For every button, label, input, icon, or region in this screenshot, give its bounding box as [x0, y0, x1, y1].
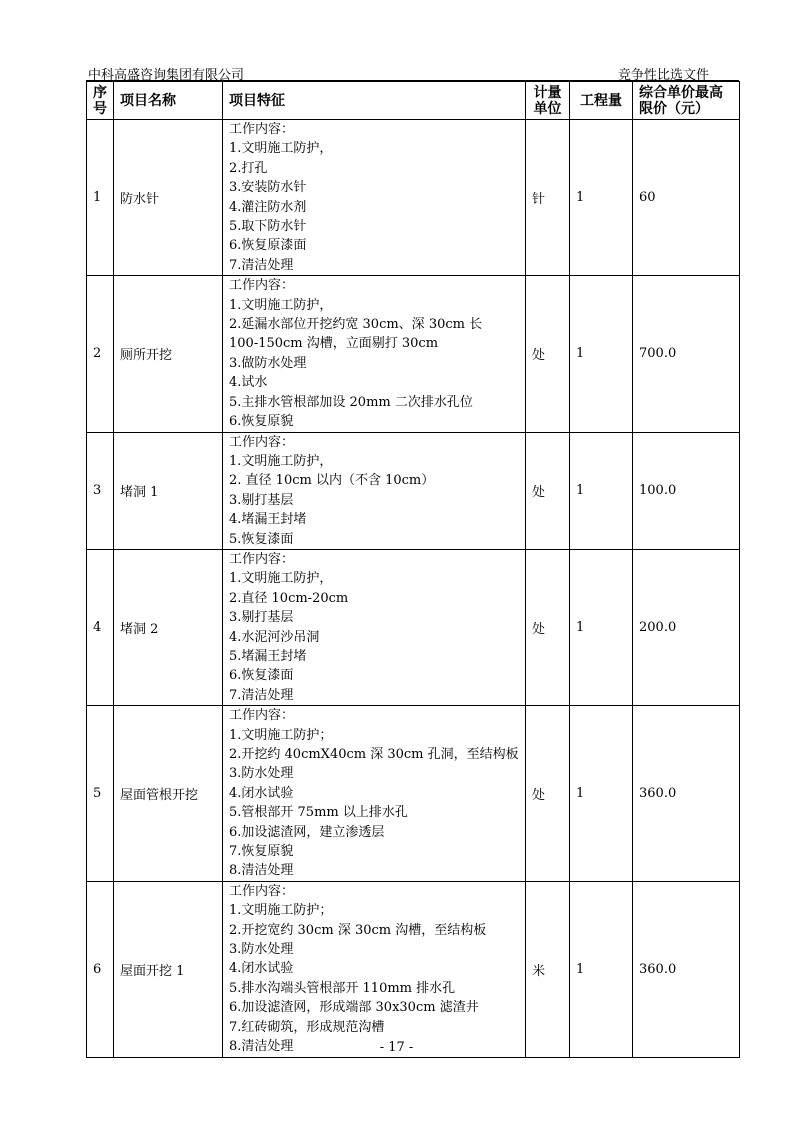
row-unit: 处: [526, 432, 570, 549]
feature-line: 2. 直径 10cm 以内（不含 10cm）: [229, 473, 435, 489]
row-features: [223, 881, 526, 1057]
feature-line: 5.排水沟端头管根部开 110mm 排水孔: [229, 980, 456, 996]
feature-line: 8.清洁处理: [229, 1039, 294, 1055]
page-number: - 17 -: [379, 1040, 414, 1055]
feature-line: 3.防水处理: [229, 766, 294, 782]
table-row: [87, 881, 740, 1057]
feature-line: 5.堵漏王封堵: [229, 648, 307, 664]
feature-line: 4.试水: [229, 375, 268, 391]
table-row: [87, 432, 740, 549]
row-name: 防水针: [114, 120, 223, 276]
row-unit: 米: [526, 881, 570, 1057]
table-header-row: [87, 82, 740, 120]
feature-line: 2.开挖约 40cmX40cm 深 30cm 孔洞，至结构板: [229, 747, 519, 762]
row-features: [223, 432, 526, 549]
row-qty: 1: [570, 432, 633, 549]
row-qty: 1: [570, 549, 633, 705]
feature-line: 工作内容：: [229, 708, 295, 724]
feature-line: 5.主排水管根部加设 20mm 二次排水孔位: [229, 394, 473, 410]
feature-line: 4.水泥河沙吊洞: [229, 629, 320, 645]
row-qty: 1: [570, 276, 633, 432]
header-qty: 工程量: [570, 82, 633, 120]
row-name: 堵洞 1: [114, 432, 223, 549]
row-unit: 处: [526, 276, 570, 432]
feature-line: 2.打孔: [229, 160, 268, 176]
price-table: [86, 81, 740, 1058]
row-features: [223, 706, 526, 882]
row-price: 360.0: [633, 881, 740, 1057]
row-name: 堵洞 2: [114, 549, 223, 705]
feature-line: 100-150cm 沟槽，立面剔打 30cm: [229, 336, 439, 352]
feature-line: 1.文明施工防护，: [229, 571, 333, 587]
feature-line: 4.灌注防水剂: [229, 199, 307, 215]
feature-line: 1.文明施工防护，: [229, 297, 333, 313]
row-price: 60: [633, 120, 740, 276]
row-unit: 处: [526, 706, 570, 882]
row-seq: 4: [87, 549, 114, 705]
row-name: 屋面开挖 1: [114, 881, 223, 1057]
feature-line: 工作内容：: [229, 122, 295, 137]
row-qty: 1: [570, 120, 633, 276]
feature-line: 6.恢复原漆面: [229, 238, 307, 254]
feature-line: 6.恢复原貌: [229, 414, 294, 430]
feature-line: 1.文明施工防护；: [229, 727, 333, 743]
feature-line: 3.安装防水针: [229, 180, 307, 196]
feature-line: 3.剔打基层: [229, 610, 294, 626]
feature-line: 8.清洁处理: [229, 863, 294, 879]
table-row: [87, 276, 740, 432]
row-seq: 3: [87, 432, 114, 549]
row-features: [223, 120, 526, 276]
feature-line: 5.取下防水针: [229, 219, 307, 235]
row-seq: 5: [87, 706, 114, 882]
row-features: [223, 276, 526, 432]
feature-line: 2.延漏水部位开挖约宽 30cm、深 30cm 长: [229, 317, 483, 333]
table-row: [87, 120, 740, 276]
row-price: 360.0: [633, 706, 740, 882]
header-name: 项目名称: [114, 82, 223, 120]
feature-line: 7.红砖砌筑，形成规范沟槽: [229, 1019, 385, 1035]
feature-line: 3.剔打基层: [229, 492, 294, 508]
table-row: [87, 549, 740, 705]
row-seq: 2: [87, 276, 114, 432]
feature-line: 6.恢复漆面: [229, 668, 294, 684]
row-price: 700.0: [633, 276, 740, 432]
feature-line: 3.做防水处理: [229, 355, 307, 371]
row-seq: 6: [87, 881, 114, 1057]
feature-line: 4.堵漏王封堵: [229, 512, 307, 528]
header-features: 项目特征: [223, 82, 526, 120]
row-unit: 处: [526, 549, 570, 705]
feature-line: 工作内容：: [229, 434, 295, 450]
header-unit: 计量 单位: [526, 82, 570, 120]
document-title: 竞争性比选文件: [617, 68, 709, 83]
feature-line: 7.恢复原貌: [229, 844, 294, 860]
row-qty: 1: [570, 706, 633, 882]
feature-line: 6.加设滤渣网，建立渗透层: [229, 824, 385, 840]
feature-line: 5.管根部开 75mm 以上排水孔: [229, 805, 408, 821]
table-row: [87, 706, 740, 882]
feature-line: 2.直径 10cm-20cm: [229, 590, 349, 606]
header-price: 综合单价最高 限价（元）: [633, 82, 740, 120]
row-price: 200.0: [633, 549, 740, 705]
row-features: [223, 549, 526, 705]
feature-line: 工作内容：: [229, 883, 295, 899]
feature-line: 1.文明施工防护，: [229, 453, 333, 469]
header-seq: 序 号: [87, 82, 114, 120]
feature-line: 4.闭水试验: [229, 785, 294, 801]
feature-line: 7.清洁处理: [229, 257, 294, 273]
row-unit: 针: [526, 120, 570, 276]
feature-line: 5.恢复漆面: [229, 531, 294, 547]
company-name: 中科高盛咨询集团有限公司: [88, 68, 245, 83]
row-name: 厕所开挖: [114, 276, 223, 432]
feature-line: 1.文明施工防护，: [229, 141, 333, 157]
row-price: 100.0: [633, 432, 740, 549]
row-qty: 1: [570, 881, 633, 1057]
feature-line: 工作内容：: [229, 278, 295, 294]
row-seq: 1: [87, 120, 114, 276]
feature-line: 工作内容：: [229, 551, 295, 567]
feature-line: 7.清洁处理: [229, 687, 294, 703]
feature-line: 1.文明施工防护；: [229, 903, 333, 919]
row-name: 屋面管根开挖: [114, 706, 223, 882]
feature-line: 3.防水处理: [229, 942, 294, 958]
feature-line: 2.开挖宽约 30cm 深 30cm 沟槽，至结构板: [229, 922, 487, 938]
feature-line: 6.加设滤渣网，形成端部 30x30cm 滤渣井: [229, 1000, 479, 1016]
feature-line: 4.闭水试验: [229, 961, 294, 977]
